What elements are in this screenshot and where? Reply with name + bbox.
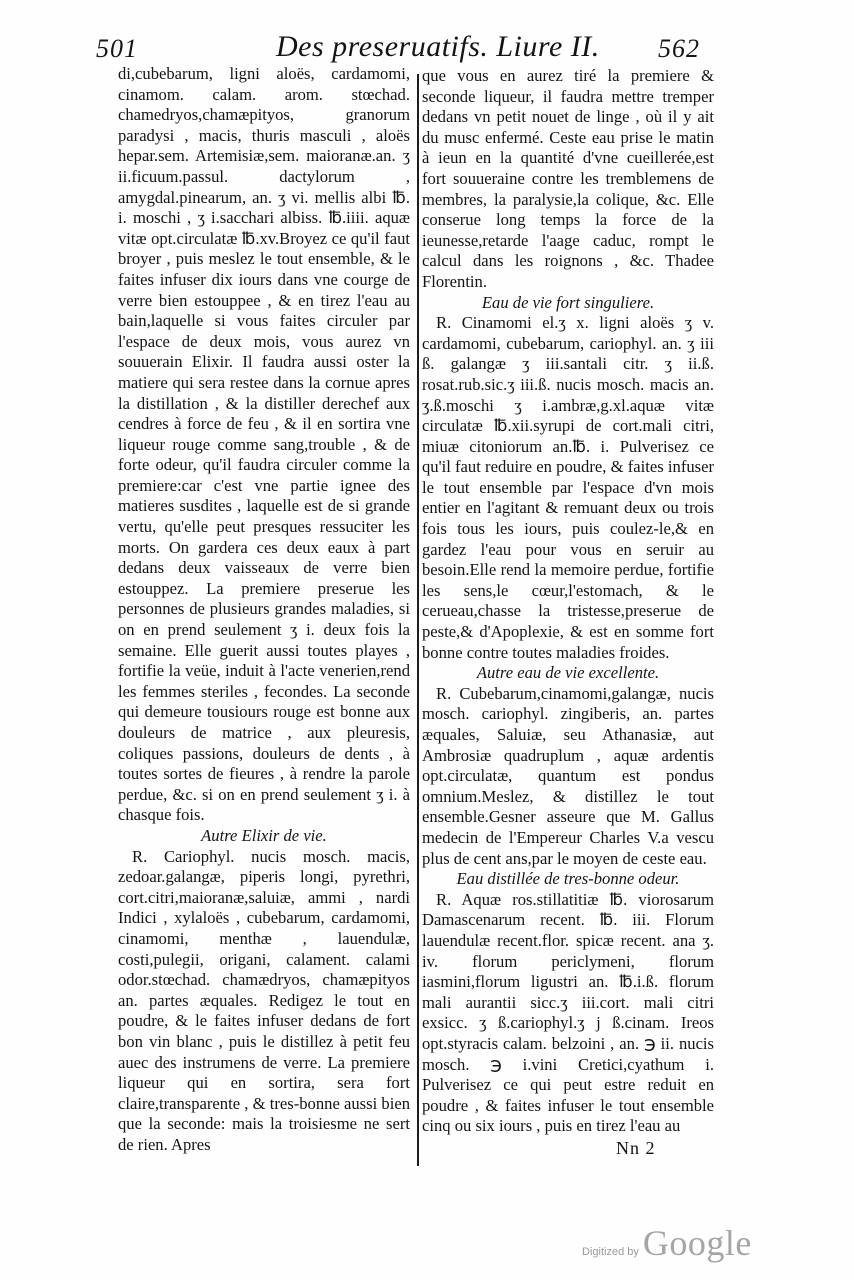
running-title: Des preseruatifs. Liure II. (276, 30, 600, 63)
left-text-column (118, 64, 410, 1155)
paragraph: R. Cariophyl. nucis mosch. macis, zedoar.galangæ, piperis longi, pyrethri, cort.citri,maioranæ,saluiæ, ammi , nardi Indici , xylaloës , cubebarum, cardamomi, cinamomi, menthæ , lauendulæ, costi,pulegii, origani, calament. calami odor.stœchad. chamædryos, chamæpityos an. partes æquales. Redigez le tout en poudre, & le faites infuser dedans de fort bon vin blanc , puis le distillez à petit feu auec des instrumens de verre. La premiere liqueur qui en sortira, sera fort claire,transparente , & tres-bonne aussi bien que la seconde: mais la troisiesme ne sert de rien. Apres (118, 846, 410, 1154)
paragraph: R. Aquæ ros.stillatitiæ ℔. viorosarum Damascenarum recent. ℔. iii. Florum lauendulæ recent.flor. spicæ recent. ana ʒ. iv. florum periclymeni, florum iasmini,florum ligustri an. ℔.i.ß. florum mali aurantii sicc.ʒ iii.cort. mali citri exsicc. ʒ ß.cariophyl.ʒ j ß.cinam. Ireos opt.styracis calam. belzoini , an. ℈ ii. nucis mosch. ℈ i.vini Cretici,cyathum i. Pulverisez ce qui peut estre reduit en poudre , & faites infuser le tout ensemble cinq ou six iours , puis en tirez l'eau au (422, 889, 714, 1136)
signature-mark: Nn 2 (616, 1138, 656, 1158)
page-number-right: 562 (658, 34, 700, 63)
paragraph: R. Cinamomi el.ʒ x. ligni aloës ʒ v. cardamomi, cubebarum, cariophyl. an. ʒ iii ß. galangæ ʒ iii.santali citr. ʒ ii.ß. rosat.rub.sic.ʒ iii.ß. nucis mosch. macis an. ʒ.ß.moschi ʒ i.ambræ,g.xl.aquæ vitæ circulatæ ℔.xii.syrupi de cort.mali citri, miuæ citoniorum an.℔. i. Pulverisez ce qu'il faut reduire en poudre, & faites infuser le tout ensemble par l'espace d'vn mois entier en l'agitant & remuant deux ou trois fois tous les iours, puis coulez-le,& en gardez l'eau pour vous en seruir au besoin.Elle rend la memoire perdue, fortifie les sens,le cœur,l'estomach, & le cerueau,chasse la tristesse,preserue de peste,& d'Apoplexie, & est en somme fort bonne contre toutes maladies froides. (422, 313, 714, 662)
digitized-watermark (582, 1222, 752, 1264)
paragraph: R. Cubebarum,cinamomi,galangæ, nucis mosch. cariophyl. zingiberis, an. partes æquales, Saluiæ, seu Athanasiæ, aut Ambrosiæ quadruplum , aquæ ardentis opt.circulatæ, quantum est pondus omnium.Meslez, & distillez le tout ensemble.Gesner asseure que M. Gallus medecin de l'Empereur Charles V.a vescu plus de cent ans,par le moyen de ceste eau. (422, 683, 714, 868)
section-heading: Autre Elixir de vie. (201, 825, 327, 845)
section-heading: Autre eau de vie excellente. (476, 663, 660, 683)
paragraph: di,cubebarum, ligni aloës, cardamomi, cinamom. calam. arom. stœchad. chamedryos,chamæpityos, granorum paradysi , macis, thuris masculi , aloës hepar.sem. Artemisiæ,sem. maioranæ.an. ʒ ii.ficuum.passul. dactylorum , amygdal.pinearum, an. ʒ vi. mellis albi ℔. i. moschi , ʒ i.sacchari albiss. ℔.iiii. aquæ vitæ opt.circulatæ ℔.xv.Broyez ce qu'il faut broyer , puis meslez le tout ensemble, & le faites infuser dix iours dans vne courge de verre bien estouppee , & en tirez l'eau au bain,laquelle si vous faites circuler par l'espace de deux mois, vous aurez vn souuerain Elixir. Il faudra aussi oster la matiere qui sera restee dans la cornue apres la distillation , & la distiller derechef aux cendres à force de feu , & il en sortira vne liqueur rouge comme sang,trouble , & de forte odeur, qu'il faudra circuler comme la premiere:car c'est vne partie ignee des matieres susdites , laquelle est de si grande vertu, qu'elle peut presques ressuciter les morts. On gardera ces deux eaux à part dedans deux vaisseaux de verre bien estouppez. La premiere preserue les personnes de plusieurs grandes maladies, si on en prend seulement ʒ i. deux fois la semaine. Elle guerit aussi toutes playes , fortifie la veüe, induit à l'acte venerien,rend les femmes steriles , fecondes. La seconde qui demeure tousiours rouge est bonne aux douleurs de matrice , aux pleuresis, coliques passions, douleurs de dents , à toutes sortes de fieures , à rendre la parole perdue, &c. si on en prend seulement ʒ i. à chasque fois. (118, 64, 410, 825)
paragraph: que vous en aurez tiré la premiere & seconde liqueur, il faudra mettre tremper dedans vn petit nouet de linge , où il y ait du musc enfermé. Ceste eau prise le matin à ieun en la quantité d'vne cueillerée,est fort souueraine contre les tremblemens de membres, la paralysie,la colique, &c. Elle conserue long temps la force de la ieunesse,retarde l'aage caduc, rompt le calcul dans les roignons , &c. Thadee Florentin. (422, 66, 714, 291)
section-heading: Eau de vie fort singuliere. (481, 292, 655, 312)
page-number-left: 501 (96, 34, 138, 63)
column-divider (417, 74, 419, 1166)
watermark-prefix: Digitized by (582, 1246, 639, 1258)
right-text-column (422, 66, 714, 1137)
section-heading: Eau distillée de tres-bonne odeur. (456, 869, 680, 889)
google-logo: Google (642, 1223, 752, 1263)
